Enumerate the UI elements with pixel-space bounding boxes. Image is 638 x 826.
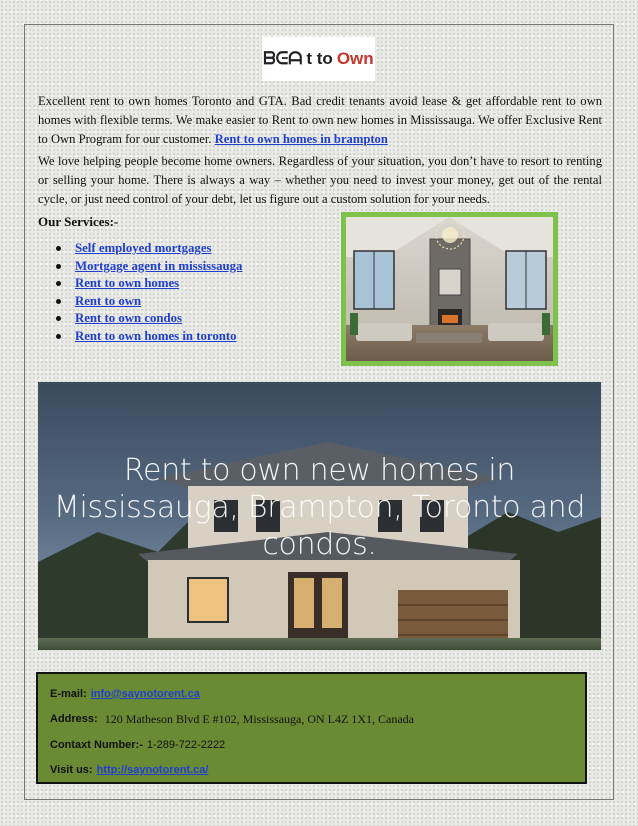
bullet-icon: [56, 334, 61, 339]
logo-text-1: ᗷᕮᗩ: [263, 49, 303, 68]
hero-banner: [38, 382, 601, 650]
email-link[interactable]: info@saynotorent.ca: [90, 687, 200, 700]
banner-line-1: Rent to own new homes in: [123, 453, 516, 488]
contact-box: [36, 672, 587, 784]
list-item: [56, 275, 242, 293]
bullet-icon: [56, 316, 61, 321]
logo-text-2: t to: [306, 49, 333, 68]
banner-line-2: Mississauga, Brampton, Toronto and: [53, 490, 586, 525]
bullet-icon: [56, 299, 61, 304]
banner-line-3: condos.: [262, 527, 377, 562]
service-link[interactable]: Rent to own homes: [75, 276, 180, 291]
living-room-image: [346, 217, 553, 361]
brand-logo[interactable]: [262, 37, 375, 81]
website-label: Visit us:: [50, 764, 93, 777]
list-item: [56, 310, 242, 328]
service-link[interactable]: Rent to own: [75, 293, 142, 308]
list-item: [56, 293, 242, 311]
bullet-icon: [56, 264, 61, 269]
service-link[interactable]: Rent to own condos: [75, 311, 183, 326]
logo-text-3: Own: [336, 49, 374, 68]
list-item: [56, 240, 242, 258]
intro-text: Excellent rent to own homes Toronto and GTA. Bad credit tenants avoid lease & get affordable rent to own homes with flexible terms. We make easier to Rent to own new homes in Mississauga. We offer Exclusive Rent to Own Program for our customer.: [38, 94, 602, 146]
services-list: [56, 240, 242, 345]
website-row: [50, 758, 585, 784]
list-item: [56, 258, 242, 276]
service-link[interactable]: Rent to own homes in toronto: [75, 328, 237, 343]
address-row: [50, 707, 585, 733]
living-room-photo: [341, 212, 558, 366]
rent-to-own-brampton-link[interactable]: Rent to own homes in brampton: [214, 132, 388, 146]
website-link[interactable]: http://saynotorent.ca/: [96, 764, 209, 777]
phone-row: [50, 732, 585, 758]
email-row: [50, 681, 585, 707]
service-link[interactable]: Self employed mortgages: [75, 241, 212, 256]
about-paragraph: We love helping people become home owners. Regardless of your situation, you don’t have to resort to renting or selling your home. There is always a way – whether you need to invest your money, get out of the rental cycle, or just need control of your debt, let us figure out a custom solution for your needs.: [38, 154, 602, 206]
bullet-icon: [56, 246, 61, 251]
address-label: Address:: [50, 713, 98, 726]
address-value: 120 Matheson Blvd E #102, Mississauga, ON L4Z 1X1, Canada: [104, 711, 414, 726]
banner-headline: [38, 452, 601, 563]
email-label: E-mail:: [50, 687, 87, 700]
list-item: [56, 328, 242, 346]
bullet-icon: [56, 281, 61, 286]
phone-value: 1-289-722-2222: [146, 738, 226, 751]
intro-paragraph: [38, 92, 602, 149]
service-link[interactable]: Mortgage agent in mississauga: [75, 258, 243, 273]
services-title: Our Services:-: [38, 214, 119, 229]
phone-label: Contaxt Number:-: [50, 738, 143, 751]
